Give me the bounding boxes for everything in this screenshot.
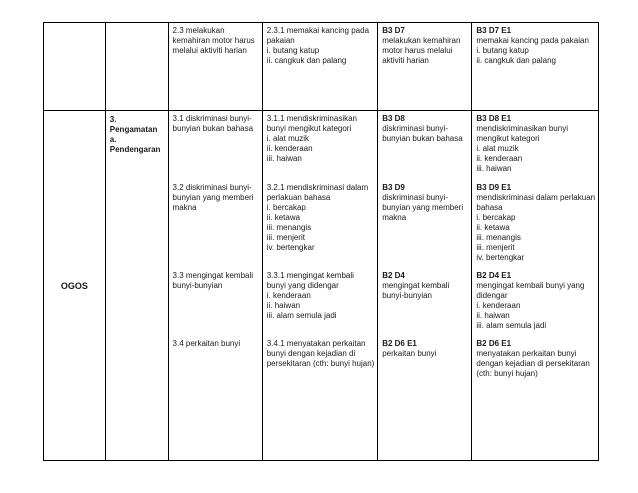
objective-block (267, 339, 375, 369)
text-line: mengingat kembali (382, 281, 450, 290)
text-line: makna (382, 213, 407, 222)
text-line: i. butang katup (266, 46, 320, 55)
text-line: i. alat muzik (476, 144, 519, 153)
text-line: mengingat kembali bunyi yang (476, 281, 585, 290)
text-line: i. alat muzik (266, 134, 309, 143)
text-line: ii. haiwan (266, 301, 301, 310)
text-line: bahasa (476, 203, 503, 212)
descriptor-cell (472, 111, 599, 461)
text-line: iii. haiwan (476, 164, 512, 173)
standard-block (173, 271, 260, 291)
text-line: bunyian yang memberi (382, 203, 464, 212)
band-cell (378, 23, 472, 111)
curriculum-table (43, 22, 599, 461)
text-line: persekitaran (cth: bunyi hujan) (266, 359, 375, 368)
text-line: bunyi-bunyian (382, 291, 432, 300)
descriptor-block (476, 114, 596, 174)
text-line: bunyian bukan bahasa (172, 124, 254, 133)
text-line: iii. alam semula jadi (476, 321, 547, 330)
text-line: (cth: bunyi hujan) (476, 369, 538, 378)
text-line: 3.2 diskriminasi bunyi- (172, 183, 252, 192)
objective-block (267, 183, 375, 253)
text-line: melalui aktiviti harian (172, 46, 247, 55)
band-code: B2 D4 (382, 271, 405, 280)
standard-cell (168, 111, 262, 461)
text-line: 3.4.1 menyatakan perkaitan (266, 339, 366, 348)
text-line: 2.3.1 memakai kancing pada (266, 26, 370, 35)
objective-cell (262, 111, 377, 461)
text-line: 3. Pengamatan (109, 115, 158, 134)
text-line: iii. menangis (266, 223, 312, 232)
band-block (382, 339, 469, 359)
objective-block (267, 114, 375, 164)
text-line: makna (172, 203, 197, 212)
text-line: diskriminasi bunyi- (382, 193, 448, 202)
descriptor-code: B2 D4 E1 (476, 271, 512, 280)
text-line: bunyian bukan bahasa (382, 134, 463, 143)
text-line: iv. bertengkar (266, 243, 315, 252)
text-line: dengan kejadian di persekitaran (476, 359, 590, 368)
text-line: mendiskriminasi dalam perlakuan (476, 193, 596, 202)
text-line: kemahiran motor harus (172, 36, 255, 45)
text-line: bunyian yang memberi (172, 193, 254, 202)
text-line: ii. ketawa (476, 223, 510, 232)
text-line: diskriminasi bunyi- (382, 124, 448, 133)
table-row (44, 111, 599, 461)
standard-block (173, 339, 260, 349)
aspek-cell (105, 111, 168, 461)
text-line: 3.3 mengingat kembali (172, 271, 254, 280)
descriptor-block (476, 339, 596, 379)
empty-cell (105, 23, 168, 111)
band-block (382, 271, 469, 301)
text-line: aktiviti harian (382, 56, 429, 65)
standard-block (173, 183, 260, 213)
text-line: menyatakan perkaitan bunyi (476, 349, 577, 358)
text-line: 3.1.1 mendiskriminasikan (266, 114, 357, 123)
text-line: didengar (476, 291, 508, 300)
objective-cell (262, 23, 377, 111)
text-line: melakukan kemahiran (382, 36, 461, 45)
text-line: ii. ketawa (266, 213, 301, 222)
text-line: i. kenderaan (476, 301, 521, 310)
table-row (44, 23, 599, 111)
text-line: perlakuan bahasa (266, 193, 331, 202)
text-line: Pendengaran (109, 145, 161, 154)
text-line: mendiskriminasikan bunyi (476, 124, 568, 133)
text-line: 2.3 melakukan (172, 26, 225, 35)
descriptor-block (476, 183, 596, 263)
text-line: pakaian (266, 36, 295, 45)
objective-block (267, 271, 375, 321)
text-line: motor harus melalui (382, 46, 453, 55)
band-cell (378, 111, 472, 461)
text-line: 3.1 diskriminasi bunyi- (172, 114, 252, 123)
text-line: memakai kancing pada pakaian (476, 36, 589, 45)
text-line: iii. haiwan (266, 154, 302, 163)
text-line: perkaitan bunyi (382, 349, 437, 358)
text-line: bunyi-bunyian (172, 281, 223, 290)
band-code: B3 D9 (382, 183, 405, 192)
text-line: i. bercakap (476, 213, 516, 222)
text-line: ii. kenderaan (266, 144, 313, 153)
band-block (382, 114, 469, 144)
band-code: B3 D8 (382, 114, 405, 123)
band-block (382, 183, 469, 223)
text-line: iii. menjerit (266, 233, 305, 242)
text-line: a. (109, 135, 117, 144)
descriptor-code: B3 D7 E1 (476, 26, 512, 35)
text-line: iv. bertengkar (476, 253, 525, 262)
bidang-cell (44, 111, 106, 461)
bidang-label: OGOS (60, 280, 88, 291)
text-line: ii. haiwan (476, 311, 510, 320)
text-line: mengikut kategori (476, 134, 540, 143)
text-line: bunyi yang didengar (266, 281, 339, 290)
band-code: B3 D7 (382, 26, 405, 35)
text-line: 3.4 perkaitan bunyi (172, 339, 241, 348)
descriptor-code: B3 D8 E1 (476, 114, 512, 123)
descriptor-cell (472, 23, 599, 111)
standard-cell (168, 23, 262, 111)
standard-block (173, 114, 260, 134)
text-line: 3.2.1 mendiskriminasi dalam (266, 183, 369, 192)
text-line: iii. menjerit (476, 243, 515, 252)
text-line: i. butang katup (476, 46, 529, 55)
band-code: B2 D6 E1 (382, 339, 417, 348)
descriptor-code: B3 D9 E1 (476, 183, 512, 192)
empty-cell (44, 23, 106, 111)
descriptor-block (476, 271, 596, 331)
text-line: i. kenderaan (266, 291, 311, 300)
text-line: ii. cangkuk dan palang (476, 56, 556, 65)
text-line: bunyi dengan kejadian di (266, 349, 356, 358)
text-line: 3.3.1 mengingat kembali (266, 271, 354, 280)
descriptor-code: B2 D6 E1 (476, 339, 512, 348)
text-line: iii. menangis (476, 233, 521, 242)
text-line: bunyi mengikut kategori (266, 124, 352, 133)
text-line: ii. kenderaan (476, 154, 523, 163)
text-line: i. bercakap (266, 203, 306, 212)
text-line: iii. alam semula jadi (266, 311, 337, 320)
text-line: ii. cangkuk dan palang (266, 56, 347, 65)
